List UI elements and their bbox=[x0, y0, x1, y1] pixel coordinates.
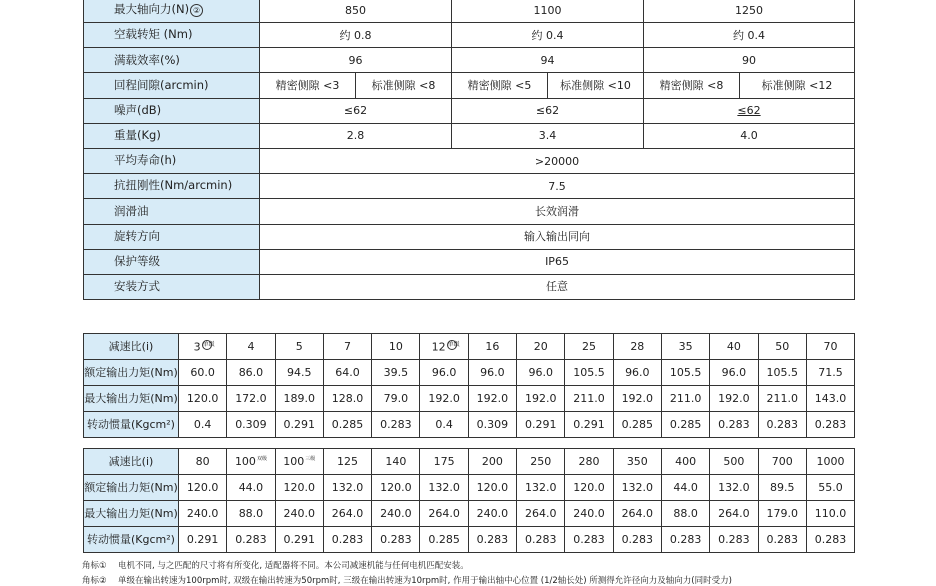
spec-row-lifetime bbox=[84, 148, 855, 173]
ratio-table-1 bbox=[83, 333, 855, 438]
ratio-cell: 96.0 bbox=[468, 360, 516, 386]
spec-cell: 约 0.4 bbox=[644, 23, 855, 48]
ratio-cell: 96.0 bbox=[710, 360, 758, 386]
ratio-cell: 0.283 bbox=[806, 527, 854, 553]
ratio-number: 16 bbox=[485, 340, 500, 353]
ratio-cell: 211.0 bbox=[758, 386, 806, 412]
ratio-cell: 120.0 bbox=[372, 475, 420, 501]
ratio-header-row bbox=[84, 334, 855, 360]
spec-row-mounting bbox=[84, 274, 855, 299]
ratio-cell: 132.0 bbox=[420, 475, 468, 501]
ratio-cell: 0.283 bbox=[372, 527, 420, 553]
ratio-cell: 55.0 bbox=[806, 475, 854, 501]
spec-label: 旋转方向 bbox=[84, 224, 260, 249]
ratio-number: 200 bbox=[481, 455, 503, 468]
ratio-cell: 86.0 bbox=[227, 360, 275, 386]
ratio-row-label: 最大输出力矩(Nm) bbox=[84, 386, 179, 412]
ratio-number: 4 bbox=[247, 340, 255, 353]
ratio-value bbox=[468, 334, 516, 360]
ratio-value bbox=[227, 334, 275, 360]
ratio-number: 350 bbox=[626, 455, 648, 468]
ratio-number: 280 bbox=[578, 455, 600, 468]
footnote-1 bbox=[82, 559, 469, 571]
ratio-cell: 0.283 bbox=[372, 412, 420, 438]
ratio-cell: 96.0 bbox=[517, 360, 565, 386]
ratio-value bbox=[323, 449, 371, 475]
spec-row-lubricant bbox=[84, 199, 855, 224]
spec-row-noise bbox=[84, 98, 855, 123]
spec-label: 安装方式 bbox=[84, 274, 260, 299]
ratio-number: 3 bbox=[193, 340, 201, 354]
ratio-cell: 94.5 bbox=[275, 360, 323, 386]
spec-cell: 2.8 bbox=[260, 123, 452, 148]
spec-row-stiffness bbox=[84, 174, 855, 199]
ratio-value bbox=[420, 334, 468, 360]
ratio-cell: 0.4 bbox=[179, 412, 227, 438]
ratio-cell: 0.283 bbox=[710, 527, 758, 553]
spec-label: 空载转矩 (Nm) bbox=[84, 23, 260, 48]
ratio-number: 500 bbox=[723, 455, 745, 468]
spec-cell: 长效润滑 bbox=[260, 199, 855, 224]
ratio-table-2 bbox=[83, 448, 855, 553]
footnote-2 bbox=[82, 574, 732, 586]
ratio-cell: 240.0 bbox=[565, 501, 613, 527]
footnote-key: 角标② bbox=[82, 576, 107, 586]
spec-cell: 约 0.4 bbox=[452, 23, 644, 48]
ratio-cell: 0.285 bbox=[420, 527, 468, 553]
spec-cell: 90 bbox=[644, 48, 855, 73]
ratio-number: 70 bbox=[823, 340, 838, 353]
spec-label: 保护等级 bbox=[84, 249, 260, 274]
ratio-cell: 0.283 bbox=[661, 527, 709, 553]
ratio-data-row bbox=[84, 527, 855, 553]
spec-cell: 精密侧隙 <8 bbox=[644, 73, 740, 98]
spec-cell: 3.4 bbox=[452, 123, 644, 148]
spec-label: 重量(Kg) bbox=[84, 123, 260, 148]
ratio-cell: 120.0 bbox=[179, 386, 227, 412]
spec-label: 最大轴向力(N) ② bbox=[84, 0, 260, 23]
ratio-cell: 105.5 bbox=[758, 360, 806, 386]
spec-label: 平均寿命(h) bbox=[84, 148, 260, 173]
ratio-value bbox=[323, 334, 371, 360]
ratio-cell: 192.0 bbox=[613, 386, 661, 412]
ratio-number: 12 bbox=[431, 340, 446, 354]
ratio-value bbox=[179, 334, 227, 360]
spec-cell: 标准侧隙 <12 bbox=[740, 73, 855, 98]
ratio-value bbox=[179, 449, 227, 475]
ratio-number: 700 bbox=[771, 455, 793, 468]
ratio-value bbox=[710, 334, 758, 360]
ratio-number: 175 bbox=[433, 455, 455, 468]
spec-row-protection bbox=[84, 249, 855, 274]
spec-label: 抗扭刚性(Nm/arcmin) bbox=[84, 174, 260, 199]
stage-mark: 双级 bbox=[256, 456, 267, 463]
ratio-value bbox=[227, 449, 275, 475]
ratio-cell: 0.285 bbox=[323, 412, 371, 438]
ratio-cell: 0.283 bbox=[468, 527, 516, 553]
ratio-row-label: 转动惯量(Kgcm²) bbox=[84, 527, 179, 553]
ratio-cell: 0.4 bbox=[420, 412, 468, 438]
ratio-data-row bbox=[84, 360, 855, 386]
ratio-cell: 192.0 bbox=[468, 386, 516, 412]
ratio-cell: 89.5 bbox=[758, 475, 806, 501]
ratio-cell: 132.0 bbox=[710, 475, 758, 501]
ratio-row-label: 额定输出力矩(Nm) bbox=[84, 475, 179, 501]
ratio-cell: 211.0 bbox=[565, 386, 613, 412]
spec-row-weight bbox=[84, 123, 855, 148]
ratio-number: 125 bbox=[337, 455, 359, 468]
ratio-value bbox=[275, 334, 323, 360]
spec-cell: ≤62 bbox=[260, 98, 452, 123]
ratio-cell: 240.0 bbox=[468, 501, 516, 527]
footnote-mark: ② bbox=[190, 4, 203, 17]
ratio-number: 100 bbox=[283, 455, 305, 468]
ratio-cell: 0.309 bbox=[227, 412, 275, 438]
ratio-cell: 0.291 bbox=[275, 412, 323, 438]
stage-mark: 单级 bbox=[202, 341, 215, 349]
ratio-cell: 143.0 bbox=[806, 386, 854, 412]
ratio-cell: 0.283 bbox=[517, 527, 565, 553]
ratio-data-row bbox=[84, 412, 855, 438]
ratio-value bbox=[565, 449, 613, 475]
ratio-cell: 132.0 bbox=[323, 475, 371, 501]
ratio-cell: 179.0 bbox=[758, 501, 806, 527]
ratio-value bbox=[758, 334, 806, 360]
ratio-cell: 189.0 bbox=[275, 386, 323, 412]
spec-cell: IP65 bbox=[260, 249, 855, 274]
ratio-value bbox=[420, 449, 468, 475]
ratio-cell: 192.0 bbox=[420, 386, 468, 412]
spec-row-backlash bbox=[84, 73, 855, 98]
ratio-cell: 192.0 bbox=[517, 386, 565, 412]
spec-label: 回程间隙(arcmin) bbox=[84, 73, 260, 98]
spec-cell: 96 bbox=[260, 48, 452, 73]
ratio-value bbox=[661, 334, 709, 360]
ratio-cell: 64.0 bbox=[323, 360, 371, 386]
ratio-number: 10 bbox=[388, 340, 403, 353]
ratio-cell: 211.0 bbox=[661, 386, 709, 412]
ratio-cell: 0.285 bbox=[661, 412, 709, 438]
ratio-cell: 71.5 bbox=[806, 360, 854, 386]
ratio-header-label: 减速比(i) bbox=[84, 334, 179, 360]
ratio-cell: 0.283 bbox=[758, 527, 806, 553]
spec-row-noload-torque bbox=[84, 23, 855, 48]
ratio-value bbox=[372, 449, 420, 475]
spec-cell: 约 0.8 bbox=[260, 23, 452, 48]
ratio-data-row bbox=[84, 386, 855, 412]
ratio-cell: 105.5 bbox=[565, 360, 613, 386]
ratio-number: 50 bbox=[775, 340, 790, 353]
spec-cell: 精密侧隙 <5 bbox=[452, 73, 548, 98]
ratio-value bbox=[758, 449, 806, 475]
spec-cell: 94 bbox=[452, 48, 644, 73]
ratio-number: 25 bbox=[582, 340, 597, 353]
ratio-cell: 88.0 bbox=[661, 501, 709, 527]
ratio-cell: 120.0 bbox=[275, 475, 323, 501]
ratio-number: 7 bbox=[344, 340, 352, 353]
ratio-cell: 0.283 bbox=[710, 412, 758, 438]
ratio-cell: 264.0 bbox=[517, 501, 565, 527]
ratio-value bbox=[372, 334, 420, 360]
ratio-value bbox=[710, 449, 758, 475]
spec-cell: 1100 bbox=[452, 0, 644, 23]
ratio-cell: 0.283 bbox=[758, 412, 806, 438]
ratio-cell: 60.0 bbox=[179, 360, 227, 386]
ratio-cell: 132.0 bbox=[613, 475, 661, 501]
ratio-cell: 44.0 bbox=[661, 475, 709, 501]
ratio-number: 250 bbox=[530, 455, 552, 468]
ratio-cell: 0.283 bbox=[323, 527, 371, 553]
ratio-cell: 240.0 bbox=[275, 501, 323, 527]
ratio-cell: 120.0 bbox=[565, 475, 613, 501]
spec-row-axial-force bbox=[84, 0, 855, 23]
spec-cell: 精密侧隙 <3 bbox=[260, 73, 356, 98]
ratio-data-row bbox=[84, 475, 855, 501]
ratio-cell: 44.0 bbox=[227, 475, 275, 501]
ratio-value bbox=[468, 449, 516, 475]
ratio-data-row bbox=[84, 501, 855, 527]
stage-mark: 三级 bbox=[305, 456, 316, 463]
ratio-cell: 0.283 bbox=[227, 527, 275, 553]
ratio-cell: 0.283 bbox=[565, 527, 613, 553]
spec-row-rotation bbox=[84, 224, 855, 249]
spec-cell: ≤62 bbox=[644, 98, 855, 123]
spec-label: 润滑油 bbox=[84, 199, 260, 224]
spec-cell: 标准侧隙 <8 bbox=[356, 73, 452, 98]
ratio-row-label: 额定输出力矩(Nm) bbox=[84, 360, 179, 386]
spec-row-efficiency bbox=[84, 48, 855, 73]
ratio-cell: 264.0 bbox=[710, 501, 758, 527]
ratio-number: 80 bbox=[195, 455, 210, 468]
ratio-cell: 120.0 bbox=[468, 475, 516, 501]
ratio-number: 28 bbox=[630, 340, 645, 353]
ratio-header-row bbox=[84, 449, 855, 475]
ratio-number: 35 bbox=[678, 340, 693, 353]
spec-cell: 输入输出同向 bbox=[260, 224, 855, 249]
ratio-cell: 39.5 bbox=[372, 360, 420, 386]
stage-mark: 单级 bbox=[447, 341, 460, 349]
ratio-cell: 120.0 bbox=[179, 475, 227, 501]
ratio-number: 20 bbox=[533, 340, 548, 353]
ratio-value bbox=[517, 449, 565, 475]
ratio-value bbox=[613, 449, 661, 475]
spec-cell: 850 bbox=[260, 0, 452, 23]
ratio-header-label: 减速比(i) bbox=[84, 449, 179, 475]
ratio-cell: 172.0 bbox=[227, 386, 275, 412]
ratio-cell: 192.0 bbox=[710, 386, 758, 412]
spec-cell: 任意 bbox=[260, 274, 855, 299]
ratio-cell: 0.283 bbox=[806, 412, 854, 438]
ratio-number: 400 bbox=[675, 455, 697, 468]
footnote-text: 单级在输出转速为100rpm时, 双级在输出转速为50rpm时, 三级在输出转速为10rpm时, 作用于输出轴中心位置 (1/2轴长处) 所测得允许径向力及轴向力(同时受力) bbox=[118, 576, 732, 586]
ratio-cell: 0.291 bbox=[517, 412, 565, 438]
ratio-cell: 88.0 bbox=[227, 501, 275, 527]
ratio-value bbox=[806, 449, 854, 475]
footnote-text: 电机不同, 与之匹配的尺寸将有所变化, 适配器将不同。本公司减速机能与任何电机匹配安装。 bbox=[118, 561, 469, 571]
ratio-value bbox=[613, 334, 661, 360]
footnote-key: 角标① bbox=[82, 561, 107, 571]
ratio-value bbox=[565, 334, 613, 360]
ratio-cell: 96.0 bbox=[420, 360, 468, 386]
ratio-cell: 96.0 bbox=[613, 360, 661, 386]
ratio-cell: 110.0 bbox=[806, 501, 854, 527]
spec-label: 噪声(dB) bbox=[84, 98, 260, 123]
ratio-number: 5 bbox=[295, 340, 303, 353]
ratio-cell: 0.283 bbox=[613, 527, 661, 553]
spec-table bbox=[83, 0, 855, 300]
spec-cell: 1250 bbox=[644, 0, 855, 23]
ratio-cell: 79.0 bbox=[372, 386, 420, 412]
ratio-number: 100 bbox=[234, 455, 256, 468]
ratio-value bbox=[661, 449, 709, 475]
ratio-number: 140 bbox=[385, 455, 407, 468]
ratio-value bbox=[806, 334, 854, 360]
ratio-number: 40 bbox=[726, 340, 741, 353]
ratio-cell: 0.291 bbox=[565, 412, 613, 438]
ratio-cell: 264.0 bbox=[420, 501, 468, 527]
ratio-cell: 0.291 bbox=[275, 527, 323, 553]
ratio-number: 1000 bbox=[816, 455, 845, 468]
ratio-cell: 0.291 bbox=[179, 527, 227, 553]
ratio-cell: 264.0 bbox=[613, 501, 661, 527]
spec-label: 满载效率(%) bbox=[84, 48, 260, 73]
ratio-cell: 264.0 bbox=[323, 501, 371, 527]
ratio-cell: 240.0 bbox=[372, 501, 420, 527]
ratio-row-label: 转动惯量(Kgcm²) bbox=[84, 412, 179, 438]
ratio-cell: 240.0 bbox=[179, 501, 227, 527]
spec-cell: >20000 bbox=[260, 148, 855, 173]
ratio-row-label: 最大输出力矩(Nm) bbox=[84, 501, 179, 527]
spec-cell: ≤62 bbox=[452, 98, 644, 123]
ratio-cell: 0.285 bbox=[613, 412, 661, 438]
ratio-cell: 128.0 bbox=[323, 386, 371, 412]
spec-cell: 7.5 bbox=[260, 174, 855, 199]
ratio-value bbox=[275, 449, 323, 475]
ratio-cell: 132.0 bbox=[517, 475, 565, 501]
ratio-cell: 105.5 bbox=[661, 360, 709, 386]
spec-cell: 4.0 bbox=[644, 123, 855, 148]
spec-cell: 标准侧隙 <10 bbox=[548, 73, 644, 98]
ratio-value bbox=[517, 334, 565, 360]
ratio-cell: 0.309 bbox=[468, 412, 516, 438]
